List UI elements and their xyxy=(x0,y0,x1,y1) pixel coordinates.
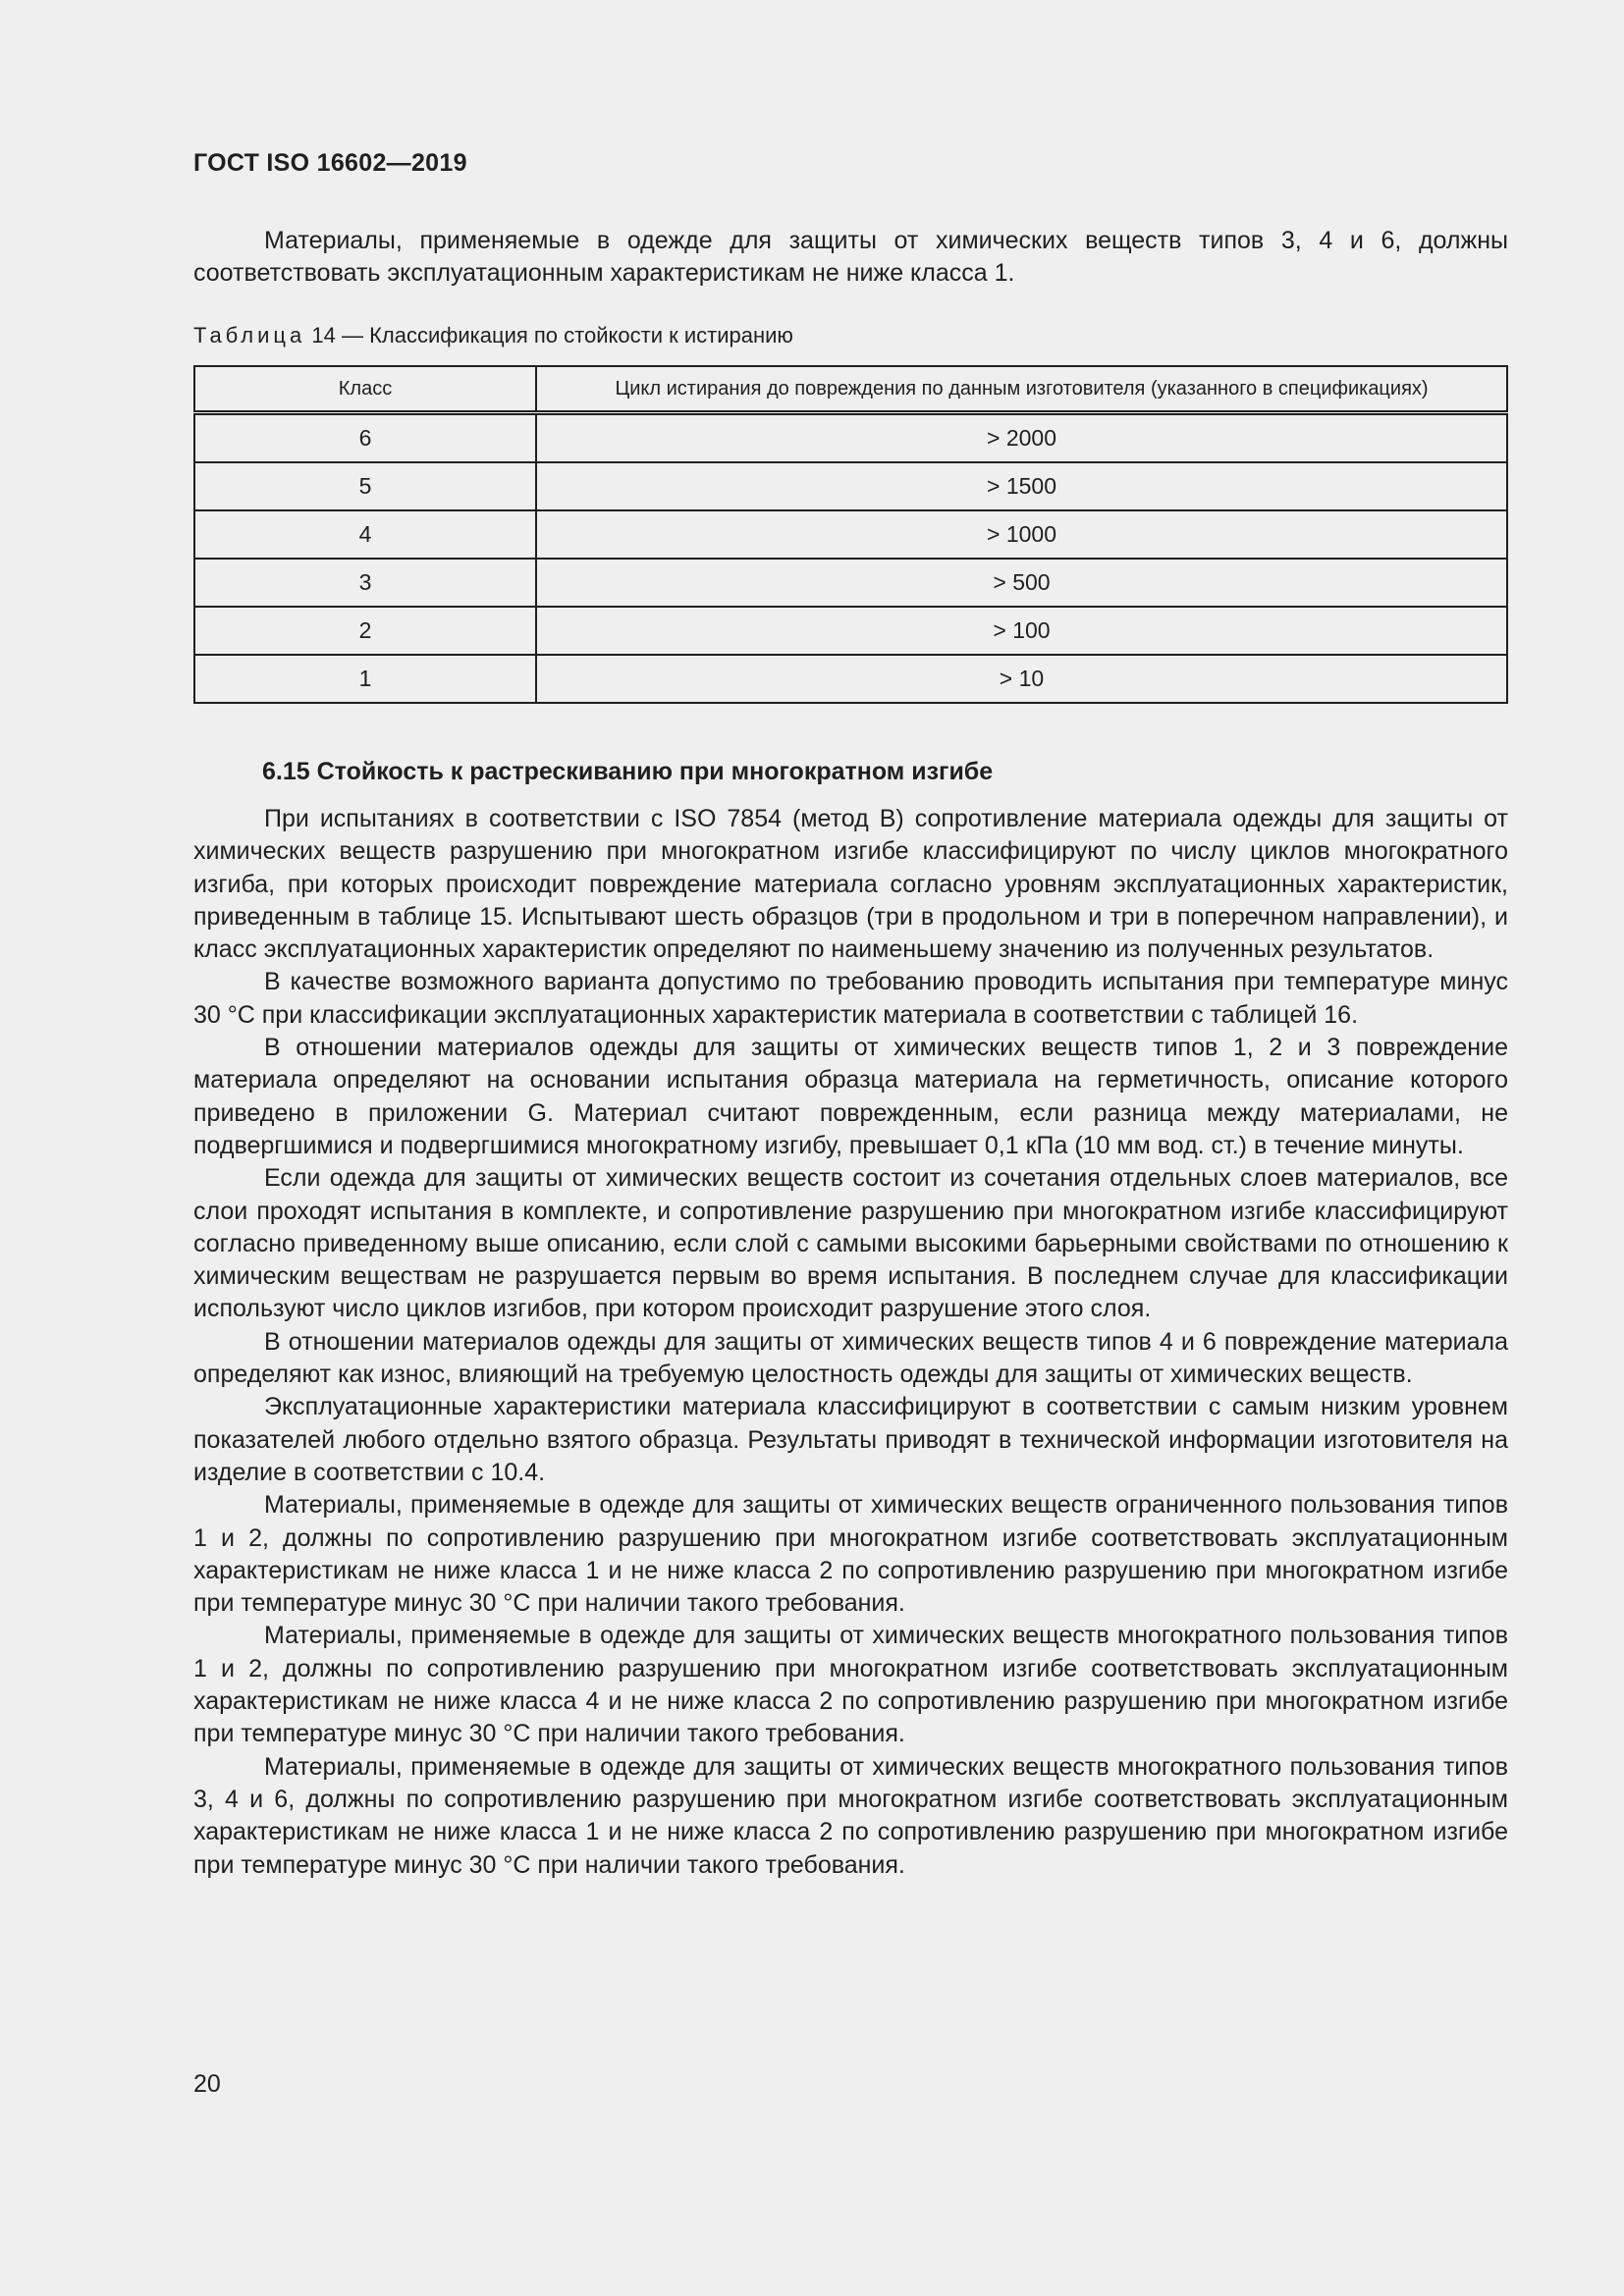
body-paragraph: Материалы, применяемые в одежде для защиты от химических веществ ограниченного пользования типов 1 и 2, должны по сопротивлению разрушению при многократном изгибе соответствовать эксплуатационным характеристикам не ниже класса 1 и не ниже класса 2 по сопротивлению разрушению при многократном изгибе при температуре минус 30 °С при наличии такого требования. xyxy=(193,1491,1508,1618)
table-row xyxy=(194,607,1507,655)
body-paragraph: Материалы, применяемые в одежде для защиты от химических веществ многократного пользования типов 1 и 2, должны по сопротивлению разрушению при многократном изгибе соответствовать эксплуатационным характеристикам не ниже класса 4 и не ниже класса 2 по сопротивлению разрушению при многократном изгибе при температуре минус 30 °С при наличии такого требования. xyxy=(193,1622,1508,1748)
cell-class: 6 xyxy=(194,413,536,463)
cell-cycles: > 100 xyxy=(536,607,1507,655)
cell-class: 5 xyxy=(194,462,536,510)
cell-class: 4 xyxy=(194,510,536,559)
column-header-class: Класс xyxy=(194,366,536,413)
cell-cycles: > 1000 xyxy=(536,510,1507,559)
table-row xyxy=(194,559,1507,607)
body-paragraph: Если одежда для защиты от химических веществ состоит из сочетания отдельных слоев материалов, все слои проходят испытания в комплекте, и сопротивление разрушению при многократном изгибе классифицируют согласно приведенному выше описанию, если слой с самыми высокими барьерными свойствами по отношению к химическим веществам не разрушается первым во время испытания. В последнем случае для классификации используют число циклов изгибов, при котором происходит разрушение этого слоя. xyxy=(193,1164,1508,1323)
body-paragraph: Эксплуатационные характеристики материала классифицируют в соответствии с самым низким уровнем показателей любого отдельно взятого образца. Результаты приводят в технической информации изготовителя на изделие в соответствии с 10.4. xyxy=(193,1393,1508,1486)
cell-cycles: > 10 xyxy=(536,655,1507,703)
cell-cycles: > 2000 xyxy=(536,413,1507,463)
table-caption xyxy=(193,323,793,348)
cell-cycles: > 1500 xyxy=(536,462,1507,510)
table-header-row xyxy=(194,366,1507,413)
body-paragraph: При испытаниях в соответствии с ISO 7854 (метод В) сопротивление материала одежды для защиты от химических веществ разрушению при многократном изгибе классифицируют по числу циклов многократного изгиба, при которых происходит повреждение материала согласно уровням эксплуатационных характеристик, приведенным в таблице 15. Испытывают шесть образцов (три в продольном и три в поперечном направлении), и класс эксплуатационных характеристик определяют по наименьшему значению из полученных результатов. xyxy=(193,805,1508,964)
body-paragraph: В качестве возможного варианта допустимо по требованию проводить испытания при температуре минус 30 °С при классификации эксплуатационных характеристик материала в соответствии с таблицей 16. xyxy=(193,968,1508,1029)
document-id-header: ГОСТ ISO 16602—2019 xyxy=(193,149,467,177)
page-number: 20 xyxy=(193,2070,221,2098)
body-paragraph: Материалы, применяемые в одежде для защиты от химических веществ многократного пользования типов 3, 4 и 6, должны по сопротивлению разрушению при многократном изгибе соответствовать эксплуатационным характеристикам не ниже класса 1 и не ниже класса 2 по сопротивлению разрушению при многократном изгибе при температуре минус 30 °С при наличии такого требования. xyxy=(193,1752,1508,1879)
table-row xyxy=(194,655,1507,703)
intro-paragraph: Материалы, применяемые в одежде для защиты от химических веществ типов 3, 4 и 6, должны соответствовать эксплуатационным характеристикам не ниже класса 1. xyxy=(193,227,1508,288)
cell-class: 1 xyxy=(194,655,536,703)
cell-class: 2 xyxy=(194,607,536,655)
table-caption-label: Таблица xyxy=(193,323,306,347)
section-heading: 6.15 Стойкость к растрескиванию при многократном изгибе xyxy=(262,758,994,785)
body-paragraph: В отношении материалов одежды для защиты от химических веществ типов 1, 2 и 3 повреждение материала определяют на основании испытания образца материала на герметичность, описание которого приведено в приложении G. Материал считают поврежденным, если разница между материалами, не подвергшимися и подвергшимися многократному изгибу, превышает 0,1 кПа (10 мм вод. ст.) в течение минуты. xyxy=(193,1034,1508,1159)
table-row xyxy=(194,413,1507,463)
cell-class: 3 xyxy=(194,559,536,607)
table-row xyxy=(194,462,1507,510)
body-paragraph: В отношении материалов одежды для защиты от химических веществ типов 4 и 6 повреждение материала определяют как износ, влияющий на требуемую целостность одежды для защиты от химических веществ. xyxy=(193,1327,1508,1389)
table-row xyxy=(194,510,1507,559)
section-body xyxy=(193,803,1508,1882)
column-header-cycles: Цикл истирания до повреждения по данным изготовителя (указанного в спецификациях) xyxy=(536,366,1507,413)
abrasion-class-table xyxy=(193,365,1508,704)
cell-cycles: > 500 xyxy=(536,559,1507,607)
table-caption-text: 14 — Классификация по стойкости к истиранию xyxy=(305,323,793,347)
